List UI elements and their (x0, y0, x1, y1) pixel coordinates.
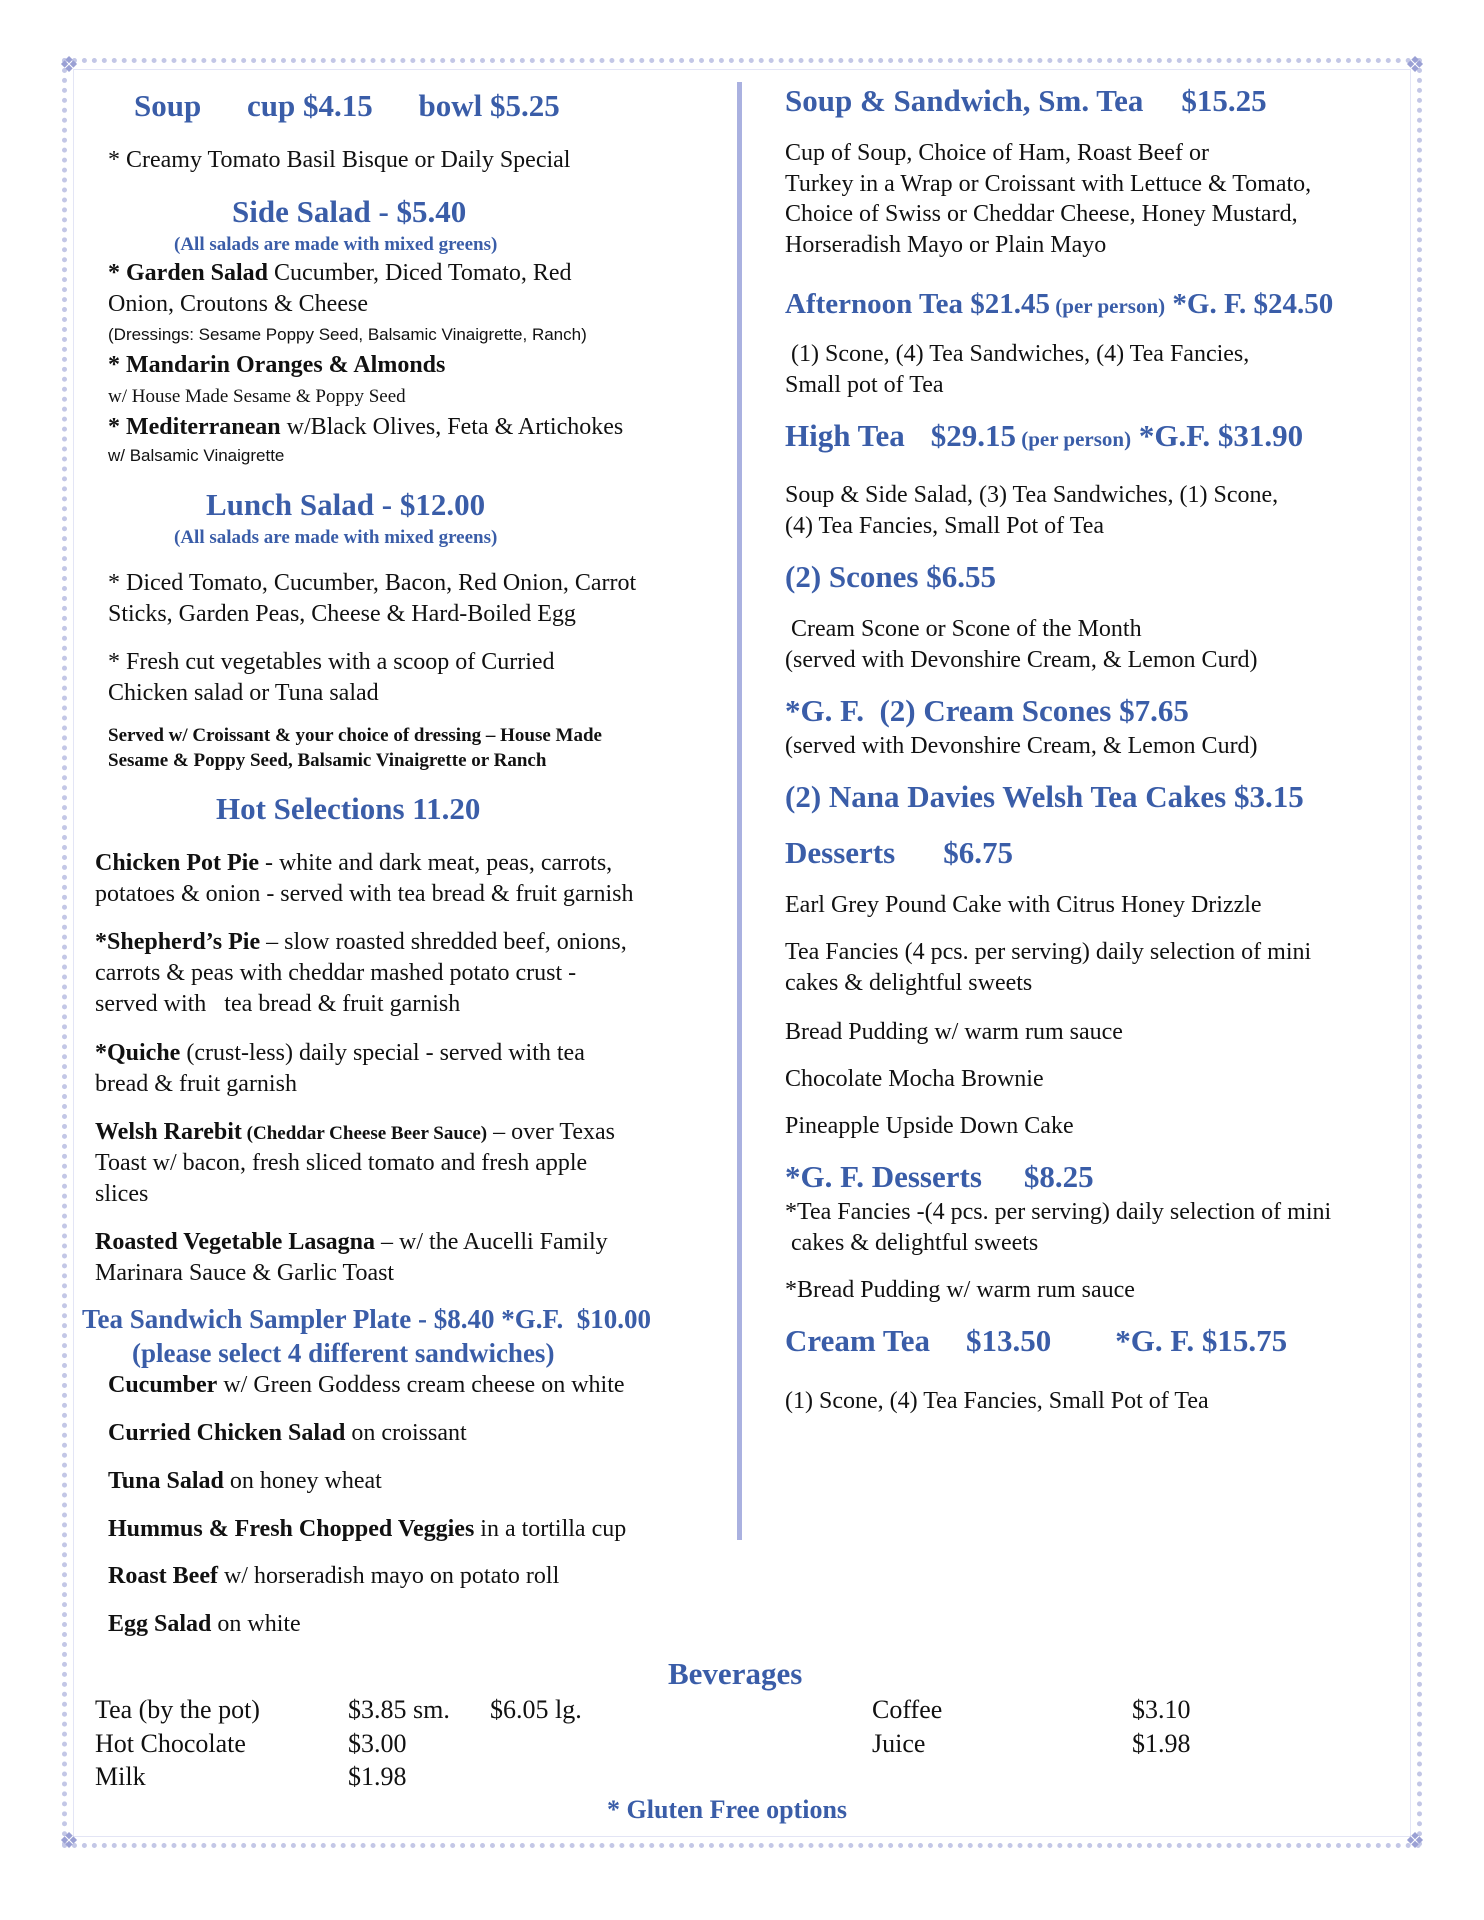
shepherds-pie-desc2: carrots & peas with cheddar mashed potato crust - (95, 960, 577, 986)
lunch-salad-item1-cont: Sticks, Garden Peas, Cheese & Hard-Boiled Egg (108, 601, 576, 627)
high-tea-heading (785, 418, 1303, 454)
beverage-tea: Tea (by the pot) (95, 1695, 260, 1724)
welsh-rarebit-line (95, 1117, 615, 1149)
mediterranean-name: * Mediterranean (108, 414, 281, 440)
lunch-salad-served-cont: Sesame & Poppy Seed, Balsamic Vinaigrette or Ranch (108, 750, 547, 771)
quiche-desc2: bread & fruit garnish (95, 1071, 297, 1097)
corner-ornament-icon: ❖ (59, 52, 79, 77)
soup-sandwich-desc2: Turkey in a Wrap or Croissant with Lettuce & Tomato, (785, 171, 1312, 197)
high-tea-title: High Tea (785, 418, 905, 453)
cream-tea-price: $13.50 (965, 1323, 1052, 1358)
desserts-heading (785, 835, 1013, 871)
beverage-coffee: Coffee (872, 1695, 943, 1724)
gf-desserts-heading (785, 1159, 1094, 1195)
lunch-salad-heading: Lunch Salad - $12.00 (206, 487, 486, 522)
mandarin-salad-name: * Mandarin Oranges & Almonds (108, 352, 446, 378)
lasagna-desc: – w/ the Aucelli Family (375, 1229, 608, 1255)
soup-sandwich-price: $15.25 (1181, 83, 1267, 118)
shepherds-pie-line (95, 927, 627, 958)
scones-heading: (2) Scones $6.55 (785, 559, 996, 594)
sampler-item-name: Cucumber (108, 1372, 218, 1398)
lunch-salad-note: (All salads are made with mixed greens) (174, 527, 498, 548)
pot-pie-name: Chicken Pot Pie (95, 850, 259, 876)
afternoon-tea-per-person: (per person) (1050, 294, 1166, 318)
beverage-hot-chocolate: Hot Chocolate (95, 1729, 246, 1758)
hot-selections-heading: Hot Selections 11.20 (216, 791, 481, 826)
garden-salad-desc: Cucumber, Diced Tomato, Red (268, 260, 572, 286)
corner-ornament-icon: ❖ (1405, 52, 1425, 77)
mediterranean-desc: w/Black Olives, Feta & Artichokes (280, 414, 624, 440)
sampler-item (108, 1609, 301, 1640)
gf-desserts-title: *G. F. Desserts (785, 1159, 982, 1194)
pot-pie-line (95, 848, 612, 879)
sampler-item-name: Roast Beef (108, 1563, 218, 1589)
sampler-item-desc: on croissant (345, 1420, 467, 1446)
high-tea-desc: Soup & Side Salad, (3) Tea Sandwiches, (1) Scone, (785, 482, 1279, 508)
soup-cup-price: cup $4.15 (246, 88, 373, 123)
side-salad-note: (All salads are made with mixed greens) (174, 234, 498, 255)
lasagna-name: Roasted Vegetable Lasagna (95, 1229, 376, 1255)
shepherds-pie-desc: – slow roasted shredded beef, onions, (260, 929, 627, 955)
gf-scones-desc: (served with Devonshire Cream, & Lemon Curd) (785, 733, 1258, 759)
welsh-rarebit-name: Welsh Rarebit (95, 1119, 242, 1145)
dessert-item: Chocolate Mocha Brownie (785, 1066, 1044, 1092)
scones-desc2: (served with Devonshire Cream, & Lemon Curd) (785, 647, 1258, 673)
soup-label: Soup (134, 88, 202, 123)
welsh-rarebit-desc: – over Texas (487, 1119, 615, 1145)
sampler-item-desc: in a tortilla cup (474, 1516, 627, 1542)
mandarin-salad-desc: w/ House Made Sesame & Poppy Seed (108, 386, 406, 407)
beverage-hot-chocolate-price: $3.00 (348, 1729, 407, 1758)
scones-desc: Cream Scone or Scone of the Month (785, 616, 1142, 642)
soup-sandwich-title: Soup & Sandwich, Sm. Tea (785, 83, 1144, 118)
gf-dessert-item: *Bread Pudding w/ warm rum sauce (785, 1277, 1135, 1303)
garden-salad-desc2: Onion, Croutons & Cheese (108, 291, 368, 317)
beverage-juice: Juice (872, 1729, 926, 1758)
desserts-price: $6.75 (943, 835, 1013, 870)
quiche-name: *Quiche (95, 1040, 181, 1066)
soup-sandwich-desc4: Horseradish Mayo or Plain Mayo (785, 232, 1107, 258)
beverage-milk: Milk (95, 1762, 146, 1791)
lunch-salad-item1: * Diced Tomato, Cucumber, Bacon, Red Onion, Carrot (108, 570, 637, 596)
quiche-line (95, 1038, 585, 1069)
beverage-coffee-price: $3.10 (1132, 1695, 1191, 1724)
lasagna-line (95, 1227, 608, 1258)
soup-item: * Creamy Tomato Basil Bisque or Daily Special (108, 147, 571, 173)
lunch-salad-item2: * Fresh cut vegetables with a scoop of Curried (108, 649, 555, 675)
sampler-item-desc: on honey wheat (223, 1468, 382, 1494)
pot-pie-desc2: potatoes & onion - served with tea bread & fruit garnish (95, 881, 634, 907)
quiche-desc: (crust-less) daily special - served with tea (180, 1040, 585, 1066)
gf-scones-heading: *G. F. (2) Cream Scones $7.65 (785, 693, 1189, 728)
dressings-note: (Dressings: Sesame Poppy Seed, Balsamic Vinaigrette, Ranch) (108, 325, 587, 344)
high-tea-desc2: (4) Tea Fancies, Small Pot of Tea (785, 513, 1105, 539)
welsh-tea-cakes-heading: (2) Nana Davies Welsh Tea Cakes $3.15 (785, 779, 1304, 814)
corner-ornament-icon: ❖ (1405, 1828, 1425, 1853)
gf-desserts-price: $8.25 (1023, 1159, 1094, 1194)
afternoon-tea-desc: (1) Scone, (4) Tea Sandwiches, (4) Tea Fancies, (785, 341, 1250, 367)
welsh-rarebit-desc2: Toast w/ bacon, fresh sliced tomato and fresh apple (95, 1150, 588, 1176)
mediterranean-line (108, 412, 623, 443)
corner-ornament-icon: ❖ (59, 1828, 79, 1853)
sampler-item (108, 1418, 467, 1449)
welsh-rarebit-desc3: slices (95, 1181, 149, 1207)
welsh-rarebit-sauce: (Cheddar Cheese Beer Sauce) (241, 1123, 488, 1144)
sampler-item (108, 1466, 382, 1497)
afternoon-tea-desc2: Small pot of Tea (785, 372, 944, 398)
dessert-item-cont: cakes & delightful sweets (785, 970, 1033, 996)
beverage-tea-small-price: $3.85 sm. (348, 1695, 450, 1724)
sampler-item-name: Curried Chicken Salad (108, 1420, 346, 1446)
mediterranean-desc2: w/ Balsamic Vinaigrette (108, 446, 285, 465)
sampler-item (108, 1370, 625, 1401)
beverages-heading: Beverages (668, 1656, 803, 1691)
cream-tea-gf-price: *G. F. $15.75 (1115, 1323, 1288, 1358)
soup-bowl-price: bowl $5.25 (418, 88, 560, 123)
dessert-item: Earl Grey Pound Cake with Citrus Honey Drizzle (785, 892, 1262, 918)
shepherds-pie-desc3: served with tea bread & fruit garnish (95, 991, 461, 1017)
garden-salad-name: * Garden Salad (108, 260, 269, 286)
beverage-juice-price: $1.98 (1132, 1729, 1191, 1758)
gf-dessert-item-cont: cakes & delightful sweets (785, 1230, 1039, 1256)
sampler-item (108, 1561, 559, 1592)
sampler-item-desc: w/ horseradish mayo on potato roll (217, 1563, 560, 1589)
beverage-milk-price: $1.98 (348, 1762, 407, 1791)
dessert-item: Tea Fancies (4 pcs. per serving) daily selection of mini (785, 939, 1312, 965)
shepherds-pie-name: *Shepherd’s Pie (95, 929, 261, 955)
afternoon-tea-gf-price: *G. F. $24.50 (1165, 288, 1334, 320)
beverage-tea-large-price: $6.05 lg. (490, 1695, 582, 1724)
cream-tea-heading (785, 1323, 1287, 1359)
garden-salad-line (108, 258, 572, 289)
desserts-title: Desserts (785, 835, 896, 870)
gf-dessert-item: *Tea Fancies -(4 pcs. per serving) daily selection of mini (785, 1199, 1332, 1225)
lasagna-desc2: Marinara Sauce & Garlic Toast (95, 1260, 395, 1286)
afternoon-tea-heading (785, 288, 1333, 321)
soup-heading (134, 88, 560, 124)
high-tea-price: $29.15 (930, 418, 1016, 453)
high-tea-per-person: (per person) (1016, 427, 1132, 451)
lunch-salad-served: Served w/ Croissant & your choice of dressing – House Made (108, 725, 602, 746)
sampler-item-name: Hummus & Fresh Chopped Veggies (108, 1516, 475, 1542)
sampler-item-name: Tuna Salad (108, 1468, 224, 1494)
sampler-item-name: Egg Salad (108, 1611, 212, 1637)
afternoon-tea-title: Afternoon Tea $21.45 (785, 288, 1051, 320)
dessert-item: Bread Pudding w/ warm rum sauce (785, 1019, 1123, 1045)
sampler-item (108, 1514, 626, 1545)
sampler-note: (please select 4 different sandwiches) (132, 1338, 555, 1368)
side-salad-heading: Side Salad - $5.40 (232, 194, 467, 229)
sampler-item-desc: on white (211, 1611, 301, 1637)
lunch-salad-item2-cont: Chicken salad or Tuna salad (108, 680, 379, 706)
cream-tea-title: Cream Tea (785, 1323, 930, 1358)
cream-tea-desc: (1) Scone, (4) Tea Fancies, Small Pot of Tea (785, 1388, 1209, 1414)
soup-sandwich-desc3: Choice of Swiss or Cheddar Cheese, Honey Mustard, (785, 201, 1298, 227)
soup-sandwich-desc: Cup of Soup, Choice of Ham, Roast Beef or (785, 140, 1209, 166)
high-tea-gf-price: *G.F. $31.90 (1131, 418, 1304, 453)
gluten-free-note: * Gluten Free options (607, 1795, 848, 1824)
dessert-item: Pineapple Upside Down Cake (785, 1113, 1074, 1139)
sampler-heading: Tea Sandwich Sampler Plate - $8.40 *G.F. $10.00 (82, 1304, 652, 1334)
pot-pie-desc: - white and dark meat, peas, carrots, (258, 850, 613, 876)
soup-sandwich-heading (785, 83, 1267, 119)
column-divider (737, 82, 742, 1540)
sampler-item-desc: w/ Green Goddess cream cheese on white (217, 1372, 625, 1398)
